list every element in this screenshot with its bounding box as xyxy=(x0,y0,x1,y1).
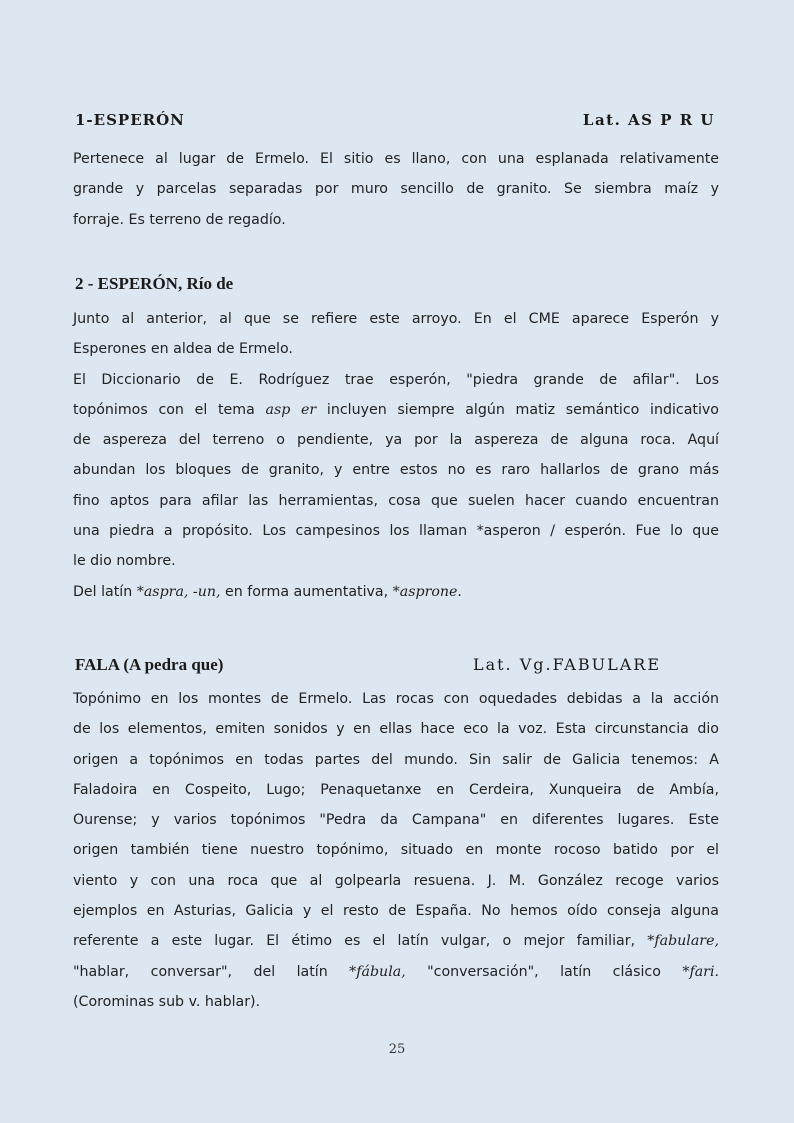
italic-term-fabulare: *fabulare, xyxy=(647,933,719,950)
entry-2-line: abundan los bloques de granito, y entre estos no es raro hallarlos de grano más xyxy=(73,462,719,479)
entry-3-latin: Lat. Vg.FABULARE xyxy=(472,655,661,674)
italic-term-asper: asp er xyxy=(265,401,317,418)
page-number: 25 xyxy=(388,1042,406,1057)
entry-1-heading: 1-ESPERÓN xyxy=(75,111,185,129)
entry-3-line: viento y con una roca que al golpearla resuena. J. M. González recoge varios xyxy=(73,872,719,889)
entry-2-line: le dio nombre. xyxy=(73,553,176,570)
entry-3-header xyxy=(75,655,715,679)
entry-2-line: de aspereza del terreno o pendiente, ya por la aspereza de alguna roca. Aquí xyxy=(73,432,719,449)
entry-2-line-part: en forma aumentativa, xyxy=(225,583,393,600)
entry-2-line: una piedra a propósito. Los campesinos los llaman *asperon / esperón. Fue lo que xyxy=(73,523,719,540)
entry-2-heading: 2 - ESPERÓN, Río de xyxy=(75,274,234,293)
entry-3-line: Faladoira en Cospeito, Lugo; Penaquetanxe en Cerdeira, Xunqueira de Ambía, xyxy=(73,781,719,798)
entry-1-line: grande y parcelas separadas por muro sencillo de granito. Se siembra maíz y xyxy=(73,181,719,198)
entry-2-line: Esperones en aldea de Ermelo. xyxy=(73,341,293,358)
entry-3-line xyxy=(73,957,719,987)
entry-3-line xyxy=(73,926,719,956)
italic-term-aspra: *aspra, -un, xyxy=(136,583,221,600)
entry-2-body xyxy=(73,304,719,607)
entry-1-line: Pertenece al lugar de Ermelo. El sitio es llano, con una esplanada relativamente xyxy=(73,151,719,167)
entry-2-line-part: Del latín xyxy=(73,583,137,600)
italic-term-asprone: *asprone. xyxy=(392,583,462,600)
entry-2-line-part: incluyen siempre algún matiz semántico indicativo xyxy=(326,401,719,418)
entry-1-latin: Lat. AS P R U xyxy=(582,111,715,129)
italic-term-fari: *fari. xyxy=(682,963,720,980)
entry-3-body xyxy=(73,684,719,1017)
entry-2-line: fino aptos para afilar las herramientas, cosa que suelen hacer cuando encuentran xyxy=(73,492,719,509)
italic-term-fabula: *fábula, xyxy=(349,963,406,980)
entry-1-body xyxy=(73,144,719,235)
entry-3-line: origen a topónimos en todas partes del mundo. Sin salir de Galicia tenemos: A xyxy=(73,751,719,768)
entry-2-line: El Diccionario de E. Rodríguez trae esperón, "piedra grande de afilar". Los xyxy=(73,371,719,388)
entry-3-line: Ourense; y varios topónimos "Pedra da Campana" en diferentes lugares. Este xyxy=(73,812,719,829)
entry-3-line-part: "conversación", latín clásico xyxy=(427,963,683,980)
entry-2-header xyxy=(75,274,715,298)
entry-3-line-part: "hablar, conversar", del latín xyxy=(73,963,350,980)
entry-3-line: origen también tiene nuestro topónimo, situado en monte rocoso batido por el xyxy=(73,842,719,859)
entry-2-line: Junto al anterior, al que se refiere este arroyo. En el CME aparece Esperón y xyxy=(73,311,719,327)
entry-1-header xyxy=(75,111,715,135)
entry-2-line-part: topónimos con el tema xyxy=(73,401,266,418)
entry-3-heading: FALA (A pedra que) xyxy=(75,655,224,674)
entry-2-line xyxy=(73,395,719,425)
entry-3-line: ejemplos en Asturias, Galicia y el resto de España. No hemos oído conseja alguna xyxy=(73,903,719,920)
entry-1-line: forraje. Es terreno de regadío. xyxy=(73,211,286,228)
entry-3-line: de los elementos, emiten sonidos y en ellas hace eco la voz. Esta circunstancia dio xyxy=(73,721,719,738)
entry-2-line xyxy=(73,577,719,607)
entry-3-line: (Corominas sub v. hablar). xyxy=(73,993,261,1010)
entry-3-line-part: referente a este lugar. El étimo es el latín vulgar, o mejor familiar, xyxy=(73,933,648,950)
entry-3-line: Topónimo en los montes de Ermelo. Las rocas con oquedades debidas a la acción xyxy=(73,691,719,707)
